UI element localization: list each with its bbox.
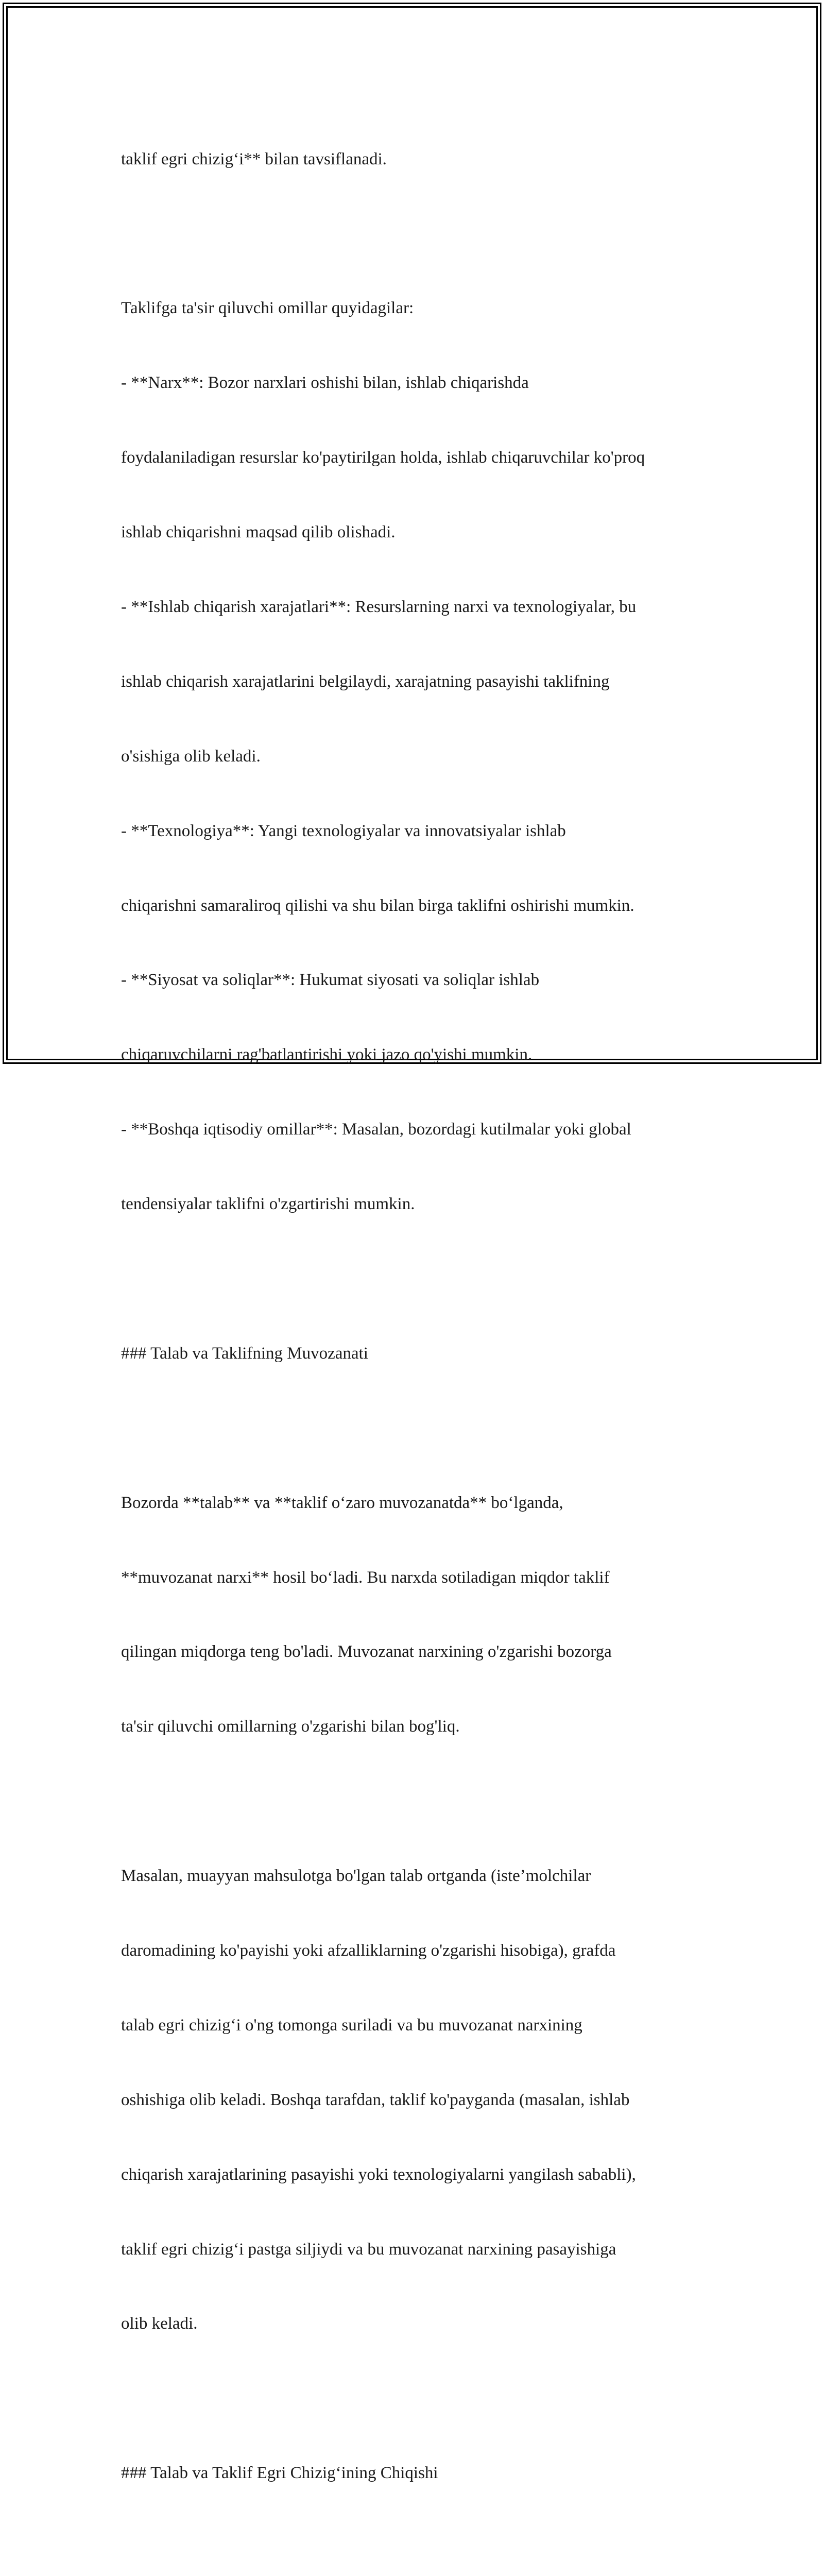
text-line: ishlab chiqarish xarajatlarini belgilaydi, xarajatning pasayishi taklifning: [121, 672, 610, 691]
text-line: **muvozanat narxi** hosil bo‘ladi. Bu narxda sotiladigan miqdor taklif: [121, 1568, 610, 1587]
text-line: - **Ishlab chiqarish xarajatlari**: Resurslarning narxi va texnologiyalar, bu: [121, 597, 637, 616]
blank-line: [121, 1416, 713, 1440]
text-line: ta'sir qiluvchi omillarning o'zgarishi bilan bog'liq.: [121, 1717, 460, 1736]
text-line: Bozorda **talab** va **taklif o‘zaro muvozanatda** bo‘lganda,: [121, 1493, 563, 1512]
text-line: - **Boshqa iqtisodiy omillar**: Masalan, bozordagi kutilmalar yoki global: [121, 1120, 631, 1139]
text-line: chiqarishni samaraliroq qilishi va shu bilan birga taklifni oshirishi mumkin.: [121, 896, 634, 915]
text-line: foydalaniladigan resurslar ko'paytirilgan holda, ishlab chiqaruvchilar ko'proq: [121, 448, 645, 467]
text-line: - **Narx**: Bozor narxlari oshishi bilan, ishlab chiqarishda: [121, 374, 529, 393]
blank-line: [121, 2386, 713, 2411]
text-line: daromadining ko'payishi yoki afzalliklarning o'zgarishi hisobiga), grafda: [121, 1941, 616, 1960]
section-heading: ### Talab va Taklifning Muvozanati: [121, 1344, 368, 1363]
text-line: chiqarish xarajatlarining pasayishi yoki texnologiyalarni yangilash sababli),: [121, 2165, 636, 2184]
text-line: taklif egri chizig‘i** bilan tavsiflanadi.: [121, 149, 387, 168]
document-body: [121, 97, 713, 2576]
text-line: - **Siyosat va soliqlar**: Hukumat siyosati va soliqlar ishlab: [121, 971, 540, 990]
text-line: taklif egri chizig‘i pastga siljiydi va bu muvozanat narxining pasayishiga: [121, 2240, 616, 2259]
text-line: o'sishiga olib keladi.: [121, 747, 261, 766]
blank-line: [121, 1266, 713, 1291]
text-line: tendensiyalar taklifni o'zgartirishi mumkin.: [121, 1195, 415, 1214]
text-line: Taklifga ta'sir qiluvchi omillar quyidagilar:: [121, 299, 414, 318]
text-line: chiqaruvchilarni rag'batlantirishi yoki jazo qo'yishi mumkin.: [121, 1045, 533, 1064]
section-heading: ### Talab va Taklif Egri Chizig‘ining Chiqishi: [121, 2464, 438, 2483]
text-line: olib keladi.: [121, 2314, 198, 2333]
text-line: oshishiga olib keladi. Boshqa tarafdan, taklif ko'payganda (masalan, ishlab: [121, 2090, 630, 2109]
text-line: talab egri chizig‘i o'ng tomonga suriladi va bu muvozanat narxining: [121, 2015, 582, 2035]
text-line: qilingan miqdorga teng bo'ladi. Muvozanat narxining o'zgarishi bozorga: [121, 1642, 612, 1662]
text-line: - **Texnologiya**: Yangi texnologiyalar va innovatsiyalar ishlab: [121, 821, 566, 840]
blank-line: [121, 1789, 713, 1814]
text-line: ishlab chiqarishni maqsad qilib olishadi.: [121, 523, 396, 542]
blank-line: [121, 221, 713, 246]
text-line: Masalan, muayyan mahsulotga bo'lgan talab ortganda (iste’molchilar: [121, 1867, 591, 1886]
blank-line: [121, 2535, 713, 2560]
